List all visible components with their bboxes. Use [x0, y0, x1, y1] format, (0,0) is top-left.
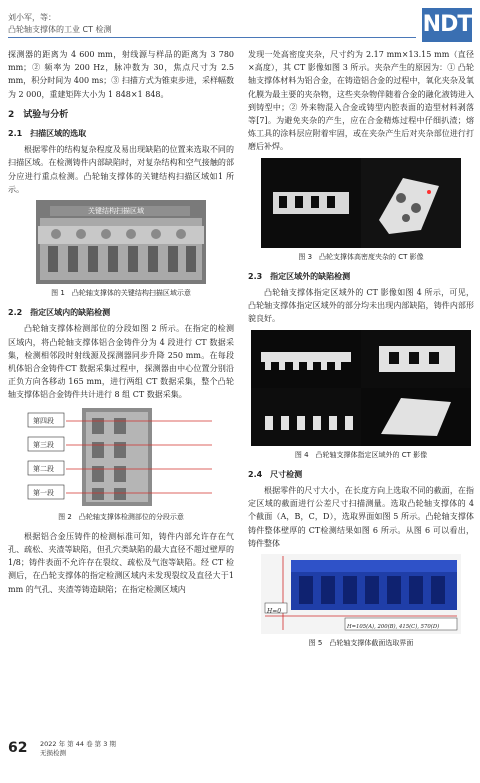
section-2-3-paragraph: 凸轮轴支撑体指定区域外的 CT 影像如图 4 所示，可见，凸轮轴支撑体指定区域外的部分均未出现内部缺陷，铸件内部形貌良好。	[248, 288, 474, 324]
section-2-4-heading: 2.4 尺寸检测	[248, 469, 303, 479]
left-column	[8, 48, 234, 596]
section-2-2-heading: 2.2 指定区域内的缺陷检测	[8, 308, 111, 318]
segment-label-2: 第二段	[33, 464, 54, 473]
figure-4-caption: 图 4 凸轮轴支撑体指定区域外的 CT 影像	[294, 450, 428, 459]
segment-label-1: 第一段	[33, 488, 54, 497]
figure-3-caption: 图 3 凸轮支撑体高密度夹杂的 CT 影像	[298, 252, 424, 261]
figure-1-region-label: 关键结构扫描区域	[88, 207, 144, 216]
figure-5-section-heights-label: H=105(A), 200(B), 415(C), 570(D)	[347, 624, 440, 631]
figure-5-h0-label: H=0	[267, 608, 282, 616]
figure-1-caption: 图 1 凸轮轴支撑体的关键结构扫描区域示意	[51, 289, 191, 298]
section-2-1-paragraph: 根据零件的结构复杂程度及易出现缺陷的位置来选取不同的扫描区域。在检测铸件内部缺陷时，对复杂结构和空气接触的部分应进行重点检测。凸轮轴支撑体的关键结构扫描区域如1 所示。	[8, 145, 234, 194]
figure-2	[26, 406, 216, 508]
header-authors: 刘小军，等：	[8, 13, 56, 22]
journal-logo: NDT	[422, 8, 472, 42]
section-2-heading: 2 试验与分析	[8, 109, 69, 120]
section-2-2-paragraph-b: 根据铝合金压铸件的检测标准可知，铸件内部允许存在气孔、疏松、夹渣等缺陷，但孔穴类缺陷的最大直径不超过壁厚的 1/8；铸件表面不允许存在裂纹、疏松及气泡等缺陷。经 CT 检测后，在凸轮支撑体的指定检测区域内未发现裂纹及直径大于1 mm 的气孔、夹渣等铸造缺陷；在指定检测区域内	[8, 531, 234, 594]
figure-5-caption: 图 5 凸轮轴支撑体截面选取界面	[308, 639, 414, 648]
journal-issue: 2022 年 第 44 卷 第 3 期	[40, 740, 116, 748]
section-2-4-paragraph: 根据零件的尺寸大小，在长度方向上选取不同的截面，在指定区域的截面进行公差尺寸扫描测量。选取凸轮轴支撑体的 4 个截面（A，B，C，D），选取界面如图 5 所示。凸轮轴支撑体铸件整体壁厚的 CT检测结果如图 6 所示。从图 6 可以看出，铸件整体	[248, 486, 474, 548]
figure-4	[251, 330, 471, 446]
section-2-2-paragraph: 凸轮轴支撑体检测部位的分段如图 2 所示。在指定的检测区域内，将凸轮轴支撑体铝合金铸件分为 4 段进行 CT 数据采集，检测相邻段时射线源及探测器同步升降 250 mm。在每段机体铝合金铸件CT 数据采集过程中，探测器由中心位置分别沿正负方向各移动 165 mm，进行两组 CT 数据采集，整个凸轮轴支撑体铝合金铸件共计进行 8 组 CT 数据采集。	[8, 324, 234, 400]
inclusion-paragraph: 发现一处高密度夹杂，尺寸约为 2.17 mm×13.15 mm（直径×高度），其 CT 影像如图 3 所示。夹杂产生的原因为：① 凸轮轴支撑体材料为铝合金，在铸造铝合金的过程中，氧化夹杂及氧化膜为最主要的夹杂物，这些夹杂物伴随着合金的融化液铸进入到铸型中；② 外来物混入合金或铸型内腔表面的造型材料剥落等[7]。为避免夹杂的产生，应在合金精炼过程中仔细扒渣；熔炼工具的涂料层应附着牢固，或在夹杂产生后对夹杂部位进行打磨后补焊。	[248, 50, 474, 152]
journal-info	[40, 740, 116, 758]
segment-label-3: 第三段	[33, 440, 54, 449]
figure-1	[36, 200, 206, 284]
figure-5	[261, 554, 461, 634]
header-rule	[8, 37, 416, 38]
figure-4-image	[251, 330, 471, 446]
journal-name: 无损检测	[40, 749, 66, 757]
section-2-1-heading: 2.1 扫描区域的选取	[8, 129, 87, 139]
page-number: 62	[8, 740, 28, 756]
section-2-3-heading: 2.3 指定区域外的缺陷检测	[248, 271, 351, 281]
segment-label-4: 第四段	[33, 416, 54, 425]
figure-2-image	[26, 406, 216, 508]
figure-2-caption: 图 2 凸轮轴支撑体检测部位的分段示意	[58, 512, 184, 521]
right-column	[248, 48, 474, 656]
intro-paragraph: 探测器的距离为 4 600 mm，射线源与样品的距离为 3 780 mm；② 频率为 200 Hz，脉冲数为 30，焦点尺寸为 2.5 mm，积分时间为 400 ms；③ 扫描方式为锥束步进，采样幅数为 2 000，重建矩阵大小为 1 848×1 848。	[8, 50, 234, 99]
figure-3	[261, 158, 461, 248]
figure-3-image	[261, 158, 461, 248]
header-title: 凸轮轴支撑体的工业 CT 检测	[8, 25, 112, 34]
